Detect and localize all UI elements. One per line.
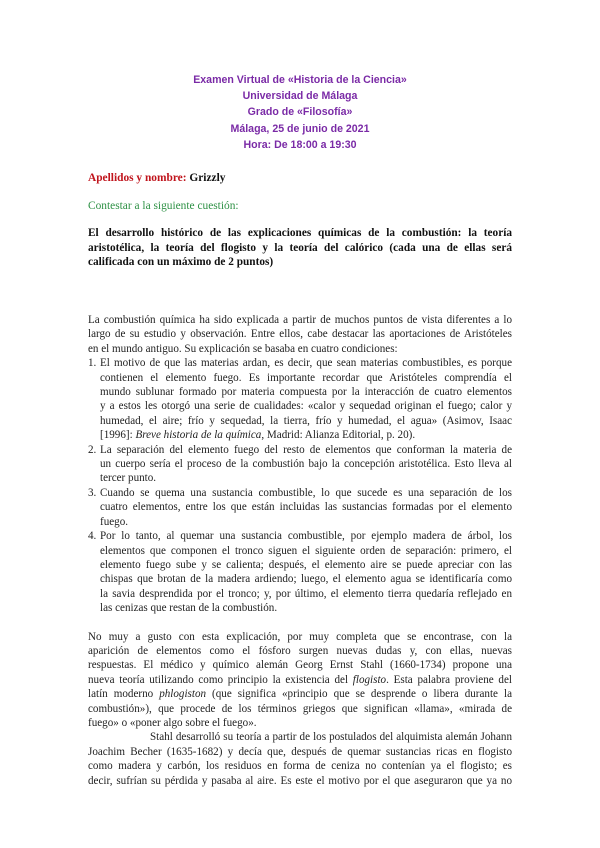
paragraph-line: como madera y carbón, los residuos en forma de ceniza no contenían ya el flogisto; es xyxy=(88,760,512,773)
exam-time: Hora: De 18:00 a 19:30 xyxy=(243,138,357,151)
university-name: Universidad de Málaga xyxy=(242,90,358,103)
intro-line: largo de su estudio y observación. Entre ellos, cabe destacar las aportaciones de Aristóteles xyxy=(88,328,512,341)
question-text xyxy=(88,226,512,270)
item-line: las cenizas que restan de la combustión. xyxy=(100,602,278,615)
item-line: mundo sublunar formado por materia compuesta por la interacción de cuatro elementos xyxy=(100,386,512,399)
item-line: La separación del elemento fuego del resto de elementos que conforman la materia de xyxy=(100,443,512,456)
book-title: Breve historia de la química xyxy=(135,429,262,442)
list-number: 3. xyxy=(88,486,97,499)
item-line: contienen el elemento fuego. Es importante recordar que Aristóteles comprendía el xyxy=(100,371,512,384)
paragraph-line: (que significa «principio que se desprende o libera durante la xyxy=(206,688,513,701)
paragraph-line: Joachim Becher (1635-1682) y decía que, después de quemar sustancias ricas en flogisto xyxy=(88,745,512,758)
intro-line: en el mundo antiguo. Su explicación se basaba en cuatro condiciones: xyxy=(88,342,398,355)
paragraph-line: . Esta palabra proviene del xyxy=(386,673,512,686)
item-line: [1996]: xyxy=(100,429,136,442)
paragraph-line: No muy a gusto con esta explicación, por muy completa que se encontrase, con la xyxy=(88,630,512,643)
item-line: El motivo de que las materias ardan, es decir, que sean materias combustibles, es porque xyxy=(100,357,512,370)
paragraph-line: latín moderno xyxy=(88,688,160,701)
paragraph-line: aparición de elementos como el fósforo surgen nuevas dudas y, con ellas, nuevas xyxy=(88,644,512,657)
paragraph-line: combustión»), que procede de los términos griegos que significan «llama», «mirada de xyxy=(88,702,512,715)
question-line: aristotélica, la teoría del flogisto y la teoría del calórico (cada una de ellas será xyxy=(88,241,512,254)
citation-tail: , Madrid: Alianza Editorial, p. 20). xyxy=(261,429,416,442)
paragraph-stahl xyxy=(88,630,512,731)
list-number: 1. xyxy=(88,357,97,370)
item-line: un cuerpo sería el proceso de la combustión bajo la concepción aristotélica. Esto lleva al xyxy=(100,458,512,471)
paragraph-line: Stahl desarrolló su teoría a partir de los postulados del alquimista alemán Johann xyxy=(150,731,512,744)
paragraph-line: nueva teoría utilizando como principio la existencia del xyxy=(88,673,353,686)
item-line: fuego. xyxy=(100,515,129,528)
exam-date: Málaga, 25 de junio de 2021 xyxy=(230,122,370,135)
instruction-text: Contestar a la siguiente cuestión: xyxy=(88,200,239,212)
paragraph-becher xyxy=(88,730,512,788)
answer-body xyxy=(88,313,512,788)
item-line: elementos que componen el tronco siguen el siguiente orden de separación: primero, el xyxy=(100,544,512,557)
paragraph-line: decir, sufrían su pérdida y pasaba al aire. Es este el motivo por el que aseguraron que ya no xyxy=(88,774,512,787)
list-item-2 xyxy=(88,443,512,486)
term-phlogiston: phlogiston xyxy=(159,688,207,701)
degree-name: Grado de «Filosofía» xyxy=(247,106,353,119)
item-line: y a estos les otorgó una serie de cualidades: «calor y sequedad originan el fuego; calor y xyxy=(100,400,512,413)
paragraph-line: fuego» o «poner algo sobre el fuego». xyxy=(88,716,257,729)
exam-header xyxy=(0,72,600,153)
exam-title: Examen Virtual de «Historia de la Ciencia» xyxy=(193,74,407,86)
list-number: 2. xyxy=(88,443,97,456)
item-line: la savia desprendida por el tronco; y, por último, el elemento tierra quedaría reflejado en xyxy=(100,587,512,600)
list-number: 4. xyxy=(88,530,97,543)
item-line: Por lo tanto, al quemar una sustancia combustible, por ejemplo madera de árbol, los xyxy=(100,530,512,543)
item-line: humedad, el aire; frío y sequedad, la tierra, frío y humedad, el agua» (Asimov, Isaac xyxy=(100,414,512,427)
list-item-3 xyxy=(88,486,512,529)
student-name-value: Grizzly xyxy=(189,172,226,184)
item-line: Cuando se quema una sustancia combustible, lo que sucede es una separación de los xyxy=(100,486,512,499)
list-item-4 xyxy=(88,529,512,615)
list-item-1 xyxy=(88,356,512,442)
student-name-field xyxy=(88,172,225,184)
item-line: elemento fuego sube y se calienta; después, el elemento aire se puede apreciar con las xyxy=(100,558,512,571)
term-flogisto: flogisto xyxy=(352,673,387,686)
item-line: chispas que brotan de la madera ardiendo; luego, el elemento agua se identificaría como xyxy=(100,573,512,586)
intro-line: La combustión química ha sido explicada a partir de muchos puntos de vista diferentes a lo xyxy=(88,314,512,326)
question-line: calificada con un máximo de 2 puntos) xyxy=(88,256,274,269)
question-line: El desarrollo histórico de las explicaciones químicas de la combustión: la teoría xyxy=(88,227,512,239)
student-name-label: Apellidos y nombre: xyxy=(88,172,187,184)
item-line: cuatro elementos, entre los que están incluidas las sustancias formadas por el elemento xyxy=(100,501,512,514)
paragraph-line: respuestas. El médico y químico alemán Georg Ernst Stahl (1660-1734) propone una xyxy=(88,659,512,672)
item-line: tercer punto. xyxy=(100,472,157,485)
